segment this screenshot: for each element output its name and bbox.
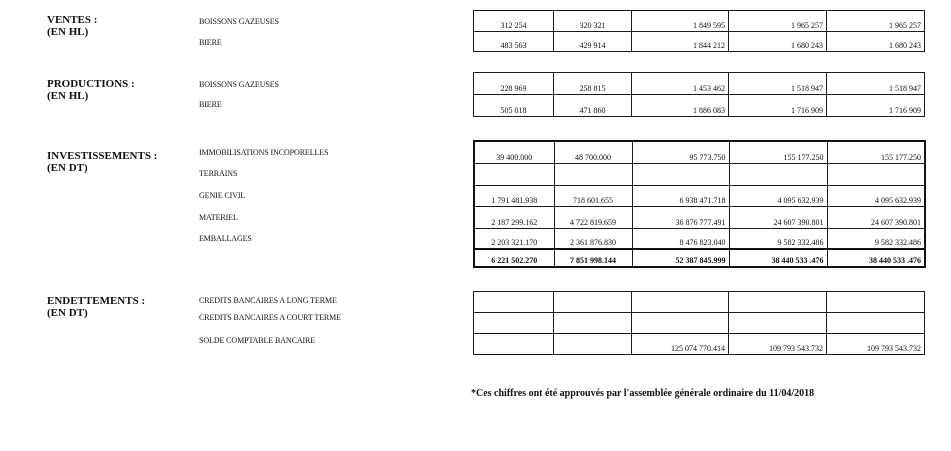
table-cell	[632, 292, 729, 313]
endettements-title-text: ENDETTEMENTS :	[47, 295, 146, 307]
table-cell	[729, 313, 827, 334]
table-cell: 6 938 471.718	[632, 185, 729, 206]
table-cell: 1 886 083	[632, 95, 729, 117]
table-cell: 1 965 257	[827, 11, 925, 32]
table-cell	[729, 292, 827, 313]
table-cell: 718 601.655	[554, 185, 632, 206]
table-cell	[554, 313, 632, 334]
table-cell: 2 187 299.162	[474, 206, 554, 228]
total-row	[474, 249, 925, 267]
table-cell: 258 815	[554, 73, 632, 95]
productions-title-text: PRODUCTIONS :	[47, 78, 135, 90]
table-cell: 505 018	[474, 95, 554, 117]
table-row	[474, 313, 925, 334]
table-cell	[554, 163, 632, 185]
table-row	[474, 185, 925, 206]
table-cell: 312 254	[474, 11, 554, 32]
investissements-label: MATERIEL	[199, 213, 238, 222]
total-cell: 52 387 845.999	[632, 249, 729, 267]
table-cell: 429 914	[554, 32, 632, 52]
endettements-title	[47, 295, 187, 319]
productions-label: BOISSONS GAZEUSES	[199, 80, 279, 89]
table-cell: 483 563	[474, 32, 554, 52]
investissements-label: GENIE CIVIL	[199, 191, 246, 200]
table-cell: 2 203 321.170	[474, 228, 554, 249]
table-row	[474, 292, 925, 313]
table-cell	[632, 313, 729, 334]
footnote: *Ces chiffres ont été approuvés par l'assemblée générale ordinaire du 11/04/2018	[471, 388, 815, 399]
ventes-title-text: VENTES :	[47, 14, 98, 26]
table-cell	[827, 163, 925, 185]
table-row	[474, 95, 925, 117]
table-cell: 8 476 823.040	[632, 228, 729, 249]
table-cell: 1 453 462	[632, 73, 729, 95]
investissements-unit: (EN DT)	[47, 162, 88, 174]
table-cell: 4 095 632.939	[729, 185, 827, 206]
table-cell: 9 582 332.486	[729, 228, 827, 249]
productions-label: BIERE	[199, 100, 222, 109]
total-cell: 38 440 533 .476	[729, 249, 827, 267]
endettements-table	[473, 291, 925, 355]
table-cell: 2 361 876.830	[554, 228, 632, 249]
table-cell: 1 680 243	[827, 32, 925, 52]
table-cell: 1 844 212	[632, 32, 729, 52]
total-cell: 38 440 533 .476	[827, 249, 925, 267]
table-row	[474, 32, 925, 52]
table-cell: 471 860	[554, 95, 632, 117]
table-cell: 1 716 909	[729, 95, 827, 117]
table-cell: 39 400.000	[474, 141, 554, 163]
table-cell: 36 876 777.491	[632, 206, 729, 228]
ventes-title	[47, 14, 187, 38]
table-cell: 9 582 332.486	[827, 228, 925, 249]
table-cell: 1 849 595	[632, 11, 729, 32]
table-row	[474, 163, 925, 185]
endettements-label: CREDITS BANCAIRES A LONG TERME	[199, 296, 337, 305]
table-cell: 1 518 947	[729, 73, 827, 95]
table-row	[474, 206, 925, 228]
ventes-label: BIERE	[199, 38, 222, 47]
table-row	[474, 334, 925, 355]
table-cell	[474, 292, 554, 313]
table-row	[474, 73, 925, 95]
endettements-label: CREDITS BANCAIRES A COURT TERME	[199, 313, 341, 322]
table-cell: 4 722 819.659	[554, 206, 632, 228]
table-cell: 95 773.750	[632, 141, 729, 163]
table-cell: 24 607 390.801	[729, 206, 827, 228]
table-cell: 228 969	[474, 73, 554, 95]
table-cell	[554, 334, 632, 355]
table-cell	[729, 163, 827, 185]
table-cell: 109 793 543.732	[827, 334, 925, 355]
table-cell	[827, 313, 925, 334]
table-row	[474, 141, 925, 163]
investissements-label: IMMOBILISATIONS INCOPORELLES	[199, 148, 329, 157]
table-cell	[632, 163, 729, 185]
table-row	[474, 11, 925, 32]
table-cell: 1 965 257	[729, 11, 827, 32]
investissements-title-text: INVESTISSEMENTS :	[47, 150, 158, 162]
table-cell	[554, 292, 632, 313]
table-cell	[474, 313, 554, 334]
ventes-unit: (EN HL)	[47, 26, 89, 38]
productions-title	[47, 78, 187, 102]
table-cell: 1 680 243	[729, 32, 827, 52]
table-cell: 155 177.250	[729, 141, 827, 163]
table-cell: 1 791 481.938	[474, 185, 554, 206]
productions-unit: (EN HL)	[47, 90, 89, 102]
endettements-label: SOLDE COMPTABLE BANCAIRE	[199, 336, 316, 345]
table-cell	[827, 292, 925, 313]
table-cell	[474, 334, 554, 355]
table-cell: 24 607 390.801	[827, 206, 925, 228]
investissements-label: TERRAINS	[199, 169, 238, 178]
investissements-title	[47, 150, 187, 174]
investissements-label: EMBALLAGES	[199, 234, 252, 243]
endettements-unit: (EN DT)	[47, 307, 88, 319]
table-cell: 109 793 543.732	[729, 334, 827, 355]
table-cell	[474, 163, 554, 185]
investissements-table	[473, 140, 926, 268]
table-cell: 1 518 947	[827, 73, 925, 95]
table-cell: 4 095 632.939	[827, 185, 925, 206]
table-row	[474, 228, 925, 249]
ventes-label: BOISSONS GAZEUSES	[199, 17, 279, 26]
table-cell: 1 716 909	[827, 95, 925, 117]
table-cell: 125 074 770.414	[632, 334, 729, 355]
table-cell: 320 321	[554, 11, 632, 32]
table-cell: 155 177.250	[827, 141, 925, 163]
total-cell: 6 221 502.270	[474, 249, 554, 267]
table-cell: 48 700.000	[554, 141, 632, 163]
productions-table	[473, 72, 925, 117]
ventes-table	[473, 10, 925, 52]
total-cell: 7 851 998.144	[554, 249, 632, 267]
